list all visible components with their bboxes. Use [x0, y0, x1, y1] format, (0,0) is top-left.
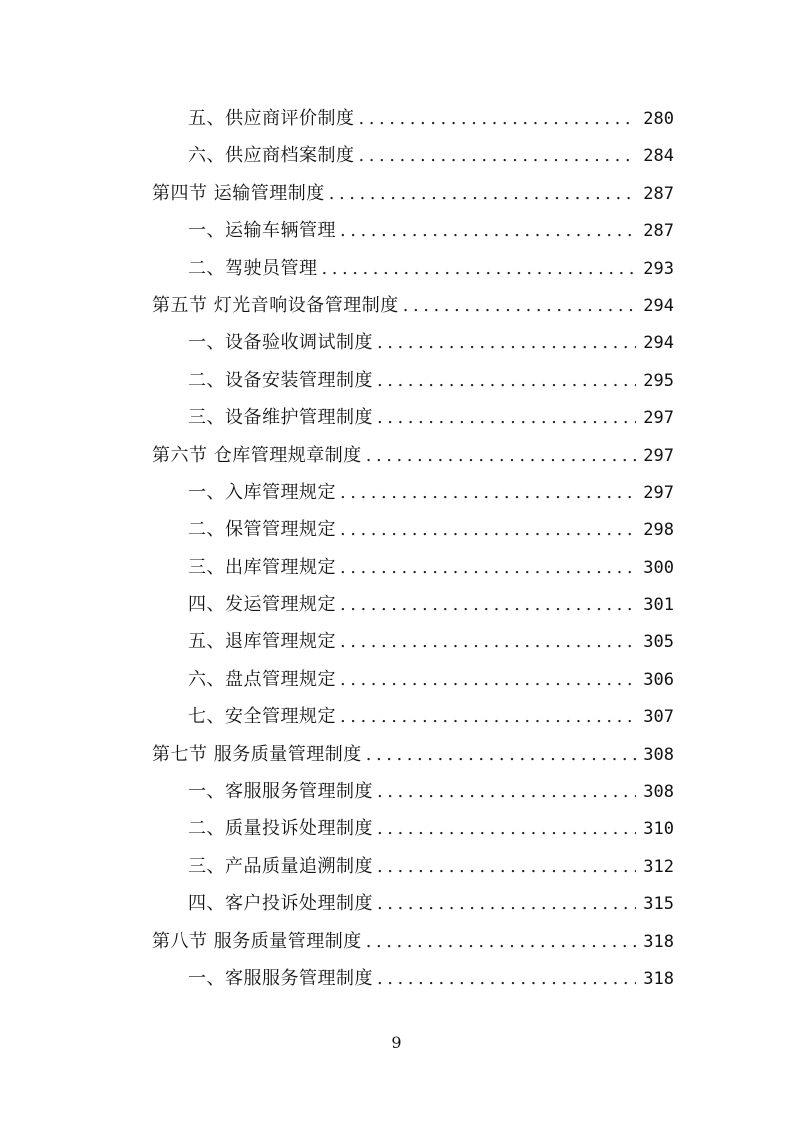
- toc-entry-label: 一、客服服务管理制度: [188, 967, 373, 989]
- dot-leader: [359, 137, 637, 174]
- toc-entry-label: 一、设备验收调试制度: [188, 332, 373, 354]
- toc-entry-page: 294: [643, 333, 674, 354]
- toc-entry-page: 318: [643, 968, 674, 989]
- dot-leader: [340, 698, 636, 735]
- dot-leader: [377, 773, 636, 810]
- toc-entry-label: 二、驾驶员管理: [188, 257, 318, 279]
- toc-entry-page: 300: [643, 557, 674, 578]
- toc-entry-page: 294: [643, 295, 674, 316]
- dot-leader: [377, 848, 636, 885]
- toc-entry-label: 四、客户投诉处理制度: [188, 893, 373, 915]
- toc-entry[interactable]: [152, 960, 674, 997]
- dot-leader: [403, 287, 636, 324]
- toc-entry[interactable]: [152, 773, 674, 810]
- toc-entry[interactable]: [152, 137, 674, 174]
- toc-entry-label: 三、出库管理规定: [188, 556, 336, 578]
- toc-entry-label: 一、运输车辆管理: [188, 220, 336, 242]
- toc-entry[interactable]: [152, 212, 674, 249]
- toc-entry-label: 六、盘点管理规定: [188, 668, 336, 690]
- toc-entry[interactable]: [152, 399, 674, 436]
- toc-section-entry[interactable]: [152, 287, 674, 324]
- toc-entry-label: 七、安全管理规定: [188, 706, 336, 728]
- toc-entry-page: 280: [643, 109, 674, 129]
- toc-entry-page: 318: [643, 931, 674, 952]
- toc-entry-page: 308: [643, 744, 674, 765]
- toc-entry-page: 301: [643, 595, 674, 616]
- toc-entry[interactable]: [152, 324, 674, 361]
- toc-entry-page: 287: [643, 183, 674, 204]
- dot-leader: [377, 885, 636, 922]
- toc-entry-page: 297: [643, 408, 674, 429]
- toc-section-entry[interactable]: [152, 175, 674, 212]
- toc-entry-page: 315: [643, 894, 674, 915]
- dot-leader: [366, 736, 636, 773]
- toc-entry-page: 297: [643, 445, 674, 466]
- toc-entry-page: 308: [643, 782, 674, 803]
- dot-leader: [329, 175, 636, 212]
- toc-entry-page: 284: [643, 146, 674, 167]
- toc-entry-label: 第八节 服务质量管理制度: [152, 930, 362, 952]
- toc-entry-label: 三、设备维护管理制度: [188, 407, 373, 429]
- toc-entry-label: 第四节 运输管理制度: [152, 182, 325, 204]
- toc-entry[interactable]: [152, 250, 674, 287]
- toc-entry-label: 五、退库管理规定: [188, 631, 336, 653]
- table-of-contents: [152, 100, 674, 997]
- toc-entry-page: 312: [643, 856, 674, 877]
- dot-leader: [340, 623, 636, 660]
- toc-entry[interactable]: [152, 885, 674, 922]
- toc-entry-page: 297: [643, 482, 674, 503]
- toc-entry[interactable]: [152, 474, 674, 511]
- toc-entry[interactable]: [152, 586, 674, 623]
- dot-leader: [340, 511, 636, 548]
- toc-entry-label: 第七节 服务质量管理制度: [152, 743, 362, 765]
- dot-leader: [377, 399, 636, 436]
- toc-entry-label: 第六节 仓库管理规章制度: [152, 444, 362, 466]
- toc-entry[interactable]: [152, 511, 674, 548]
- dot-leader: [377, 810, 636, 847]
- dot-leader: [340, 586, 636, 623]
- toc-section-entry[interactable]: [152, 437, 674, 474]
- toc-entry-page: 298: [643, 520, 674, 541]
- toc-entry-label: 二、保管管理规定: [188, 519, 336, 541]
- toc-entry-page: 293: [643, 258, 674, 279]
- dot-leader: [366, 437, 636, 474]
- dot-leader: [340, 474, 636, 511]
- toc-entry-page: 287: [643, 221, 674, 242]
- toc-entry-label: 第五节 灯光音响设备管理制度: [152, 294, 399, 316]
- toc-entry-label: 五、供应商评价制度: [188, 108, 355, 129]
- toc-entry[interactable]: [152, 661, 674, 698]
- toc-entry[interactable]: [152, 623, 674, 660]
- dot-leader: [377, 324, 636, 361]
- dot-leader: [340, 549, 636, 586]
- toc-entry[interactable]: [152, 810, 674, 847]
- toc-entry[interactable]: [152, 100, 674, 137]
- dot-leader: [377, 960, 636, 997]
- dot-leader: [340, 661, 636, 698]
- dot-leader: [377, 362, 636, 399]
- toc-entry[interactable]: [152, 848, 674, 885]
- page-number: 9: [391, 1033, 402, 1052]
- toc-section-entry[interactable]: [152, 923, 674, 960]
- toc-entry-page: 295: [643, 370, 674, 391]
- toc-entry-label: 一、入库管理规定: [188, 481, 336, 503]
- toc-entry-label: 一、客服服务管理制度: [188, 781, 373, 803]
- toc-section-entry[interactable]: [152, 736, 674, 773]
- dot-leader: [322, 250, 637, 287]
- toc-entry-label: 六、供应商档案制度: [188, 145, 355, 167]
- toc-entry[interactable]: [152, 698, 674, 735]
- toc-entry-label: 四、发运管理规定: [188, 594, 336, 616]
- toc-entry-label: 二、质量投诉处理制度: [188, 818, 373, 840]
- toc-entry-page: 310: [643, 819, 674, 840]
- toc-entry[interactable]: [152, 362, 674, 399]
- toc-entry[interactable]: [152, 549, 674, 586]
- dot-leader: [340, 212, 636, 249]
- toc-entry-label: 二、设备安装管理制度: [188, 369, 373, 391]
- toc-entry-label: 三、产品质量追溯制度: [188, 855, 373, 877]
- dot-leader: [359, 100, 637, 137]
- toc-entry-page: 307: [643, 707, 674, 728]
- toc-entry-page: 306: [643, 669, 674, 690]
- dot-leader: [366, 923, 636, 960]
- toc-entry-page: 305: [643, 632, 674, 653]
